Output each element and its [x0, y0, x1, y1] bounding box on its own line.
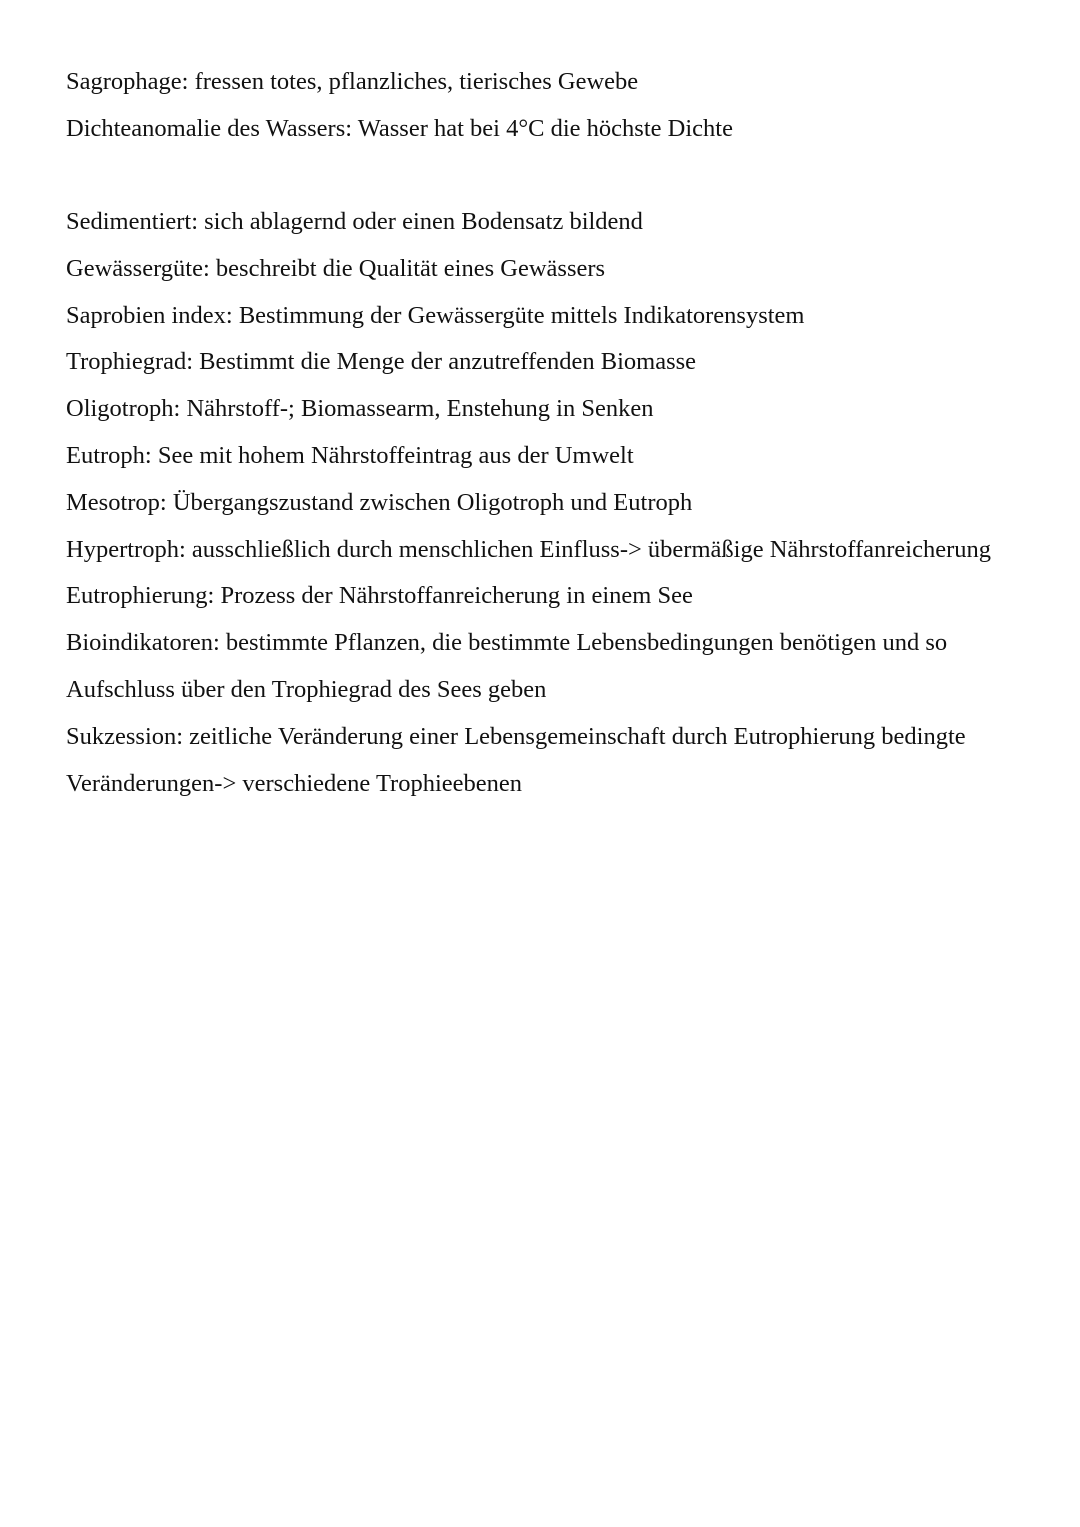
definition-mesotrop: Mesotrop: Übergangszustand zwischen Oligotroph und Eutroph: [66, 488, 693, 516]
definitions-block-2: [66, 199, 1041, 807]
definitions-block-1: [66, 59, 1041, 153]
definition-saprobien-index: Saprobien index: Bestimmung der Gewässergüte mittels Indikatorensystem: [66, 301, 805, 329]
definition-gewaesserguete: Gewässergüte: beschreibt die Qualität eines Gewässers: [66, 254, 606, 282]
definition-bioindikatoren: Bioindikatoren: bestimmte Pflanzen, die bestimmte Lebensbedingungen benötigen und so Aufschluss über den Trophiegrad des Sees geben: [66, 629, 948, 703]
definition-eutrophierung: Eutrophierung: Prozess der Nährstoffanreicherung in einem See: [66, 582, 693, 610]
definition-hypertroph: Hypertroph: ausschließlich durch menschlichen Einfluss-> übermäßige Nährstoffanreicherung: [66, 535, 992, 563]
definition-oligotroph: Oligotroph: Nährstoff-; Biomassearm, Enstehung in Senken: [66, 395, 654, 423]
definition-sagrophage: Sagrophage: fressen totes, pflanzliches, tierisches Gewebe: [66, 68, 639, 95]
definition-sedimentiert: Sedimentiert: sich ablagernd oder einen Bodensatz bildend: [66, 208, 643, 235]
definition-trophiegrad: Trophiegrad: Bestimmt die Menge der anzutreffenden Biomasse: [66, 348, 697, 376]
definition-sukzession: Sukzession: zeitliche Veränderung einer Lebensgemeinschaft durch Eutrophierung bedingte Veränderungen-> verschiedene Trophieebenen: [66, 722, 966, 797]
definition-dichteanomalie: Dichteanomalie des Wassers: Wasser hat bei 4°C die höchste Dichte: [66, 114, 733, 142]
definition-eutroph: Eutroph: See mit hohem Nährstoffeintrag aus der Umwelt: [66, 441, 634, 469]
